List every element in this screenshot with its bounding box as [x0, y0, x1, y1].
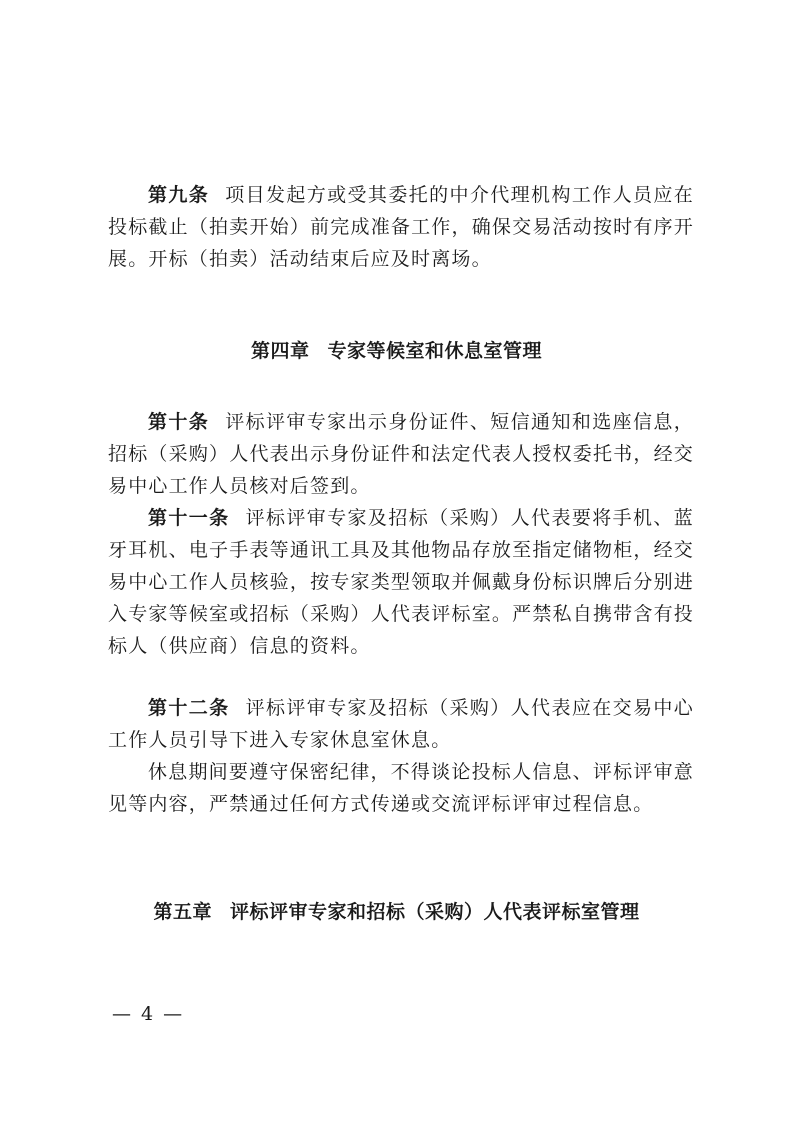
article-label: 第十二条 [148, 697, 230, 719]
article-12-paragraph-2: 休息期间要遵守保密纪律，不得谈论投标人信息、评标评审意见等内容，严禁通过任何方式传递或交流评标评审过程信息。 [108, 761, 694, 815]
chapter-title: 评标评审专家和招标（采购）人代表评标室管理 [230, 901, 640, 923]
article-label: 第十条 [148, 411, 210, 433]
article-12 [108, 692, 694, 820]
article-text: 项目发起方或受其委托的中介代理机构工作人员应在投标截止（拍卖开始）前完成准备工作，确保交易活动按时有序开展。开标（拍卖）活动结束后应及时离场。 [108, 184, 694, 270]
article-11 [108, 502, 694, 662]
article-label: 第十一条 [148, 507, 230, 529]
article-text: 评标评审专家出示身份证件、短信通知和选座信息，招标（采购）人代表出示身份证件和法定代表人授权委托书，经交易中心工作人员核对后签到。 [108, 411, 694, 497]
chapter-heading-5 [0, 896, 793, 928]
chapter-heading-4 [0, 335, 793, 367]
article-text: 评标评审专家及招标（采购）人代表要将手机、蓝牙耳机、电子手表等通讯工具及其他物品存放至指定储物柜，经交易中心工作人员核验，按专家类型领取并佩戴身份标识牌后分别进入专家等候室或招标（采购）人代表评标室。严禁私自携带含有投标人（供应商）信息的资料。 [108, 507, 694, 657]
page-number: — 4 — [112, 1003, 185, 1025]
article-text: 评标评审专家及招标（采购）人代表应在交易中心工作人员引导下进入专家休息室休息。 [108, 697, 694, 751]
chapter-number: 第四章 [250, 340, 310, 362]
article-10 [108, 406, 694, 502]
chapter-title: 专家等候室和休息室管理 [327, 340, 543, 362]
chapter-number: 第五章 [153, 901, 212, 923]
article-9 [108, 179, 694, 275]
article-label: 第九条 [148, 184, 210, 206]
